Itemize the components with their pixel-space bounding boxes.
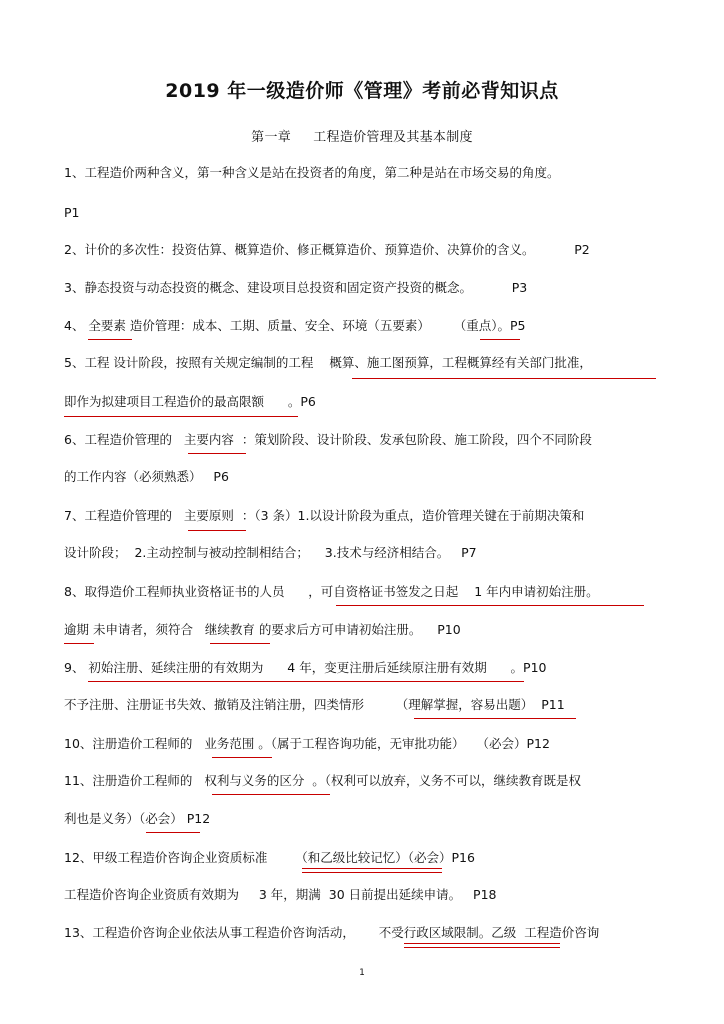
text-line: 11、注册造价工程师的 权利与义务的区分 。（权利可以放弃，义务不可以，继续教育既是权	[64, 773, 582, 788]
text-line: 10、注册造价工程师的 业务范围 。（属于工程咨询功能，无审批功能） （必会）P12	[64, 736, 550, 751]
red-underline	[480, 339, 520, 340]
text-line: 7、工程造价管理的 主要原则 ：（3 条）1.以设计阶段为重点，造价管理关键在于前期决策和	[64, 508, 585, 523]
red-underline	[414, 718, 576, 719]
text-line: 8、取得造价工程师执业资格证书的人员 ，可自资格证书签发之日起 1 年内申请初始注册。	[64, 584, 599, 599]
text-line: 的工作内容（必须熟悉） P6	[64, 469, 229, 484]
page-number: 1	[359, 968, 365, 978]
text-line: 不予注册、注册证书失效、撤销及注销注册，四类情形 （理解掌握，容易出题） P11	[64, 697, 565, 712]
red-double-underline	[302, 868, 442, 873]
text-line: 1、工程造价两种含义，第一种含义是站在投资者的角度，第二种是站在市场交易的角度。	[64, 165, 560, 180]
document-title: 2019 年一级造价师《管理》考前必背知识点	[165, 80, 559, 102]
text-line: 6、工程造价管理的 主要内容 ：策划阶段、设计阶段、发承包阶段、施工阶段，四个不同阶段	[64, 432, 592, 447]
text-line: 利也是义务）（必会） P12	[64, 811, 211, 826]
red-underline	[88, 339, 132, 340]
red-underline	[212, 757, 272, 758]
red-underline	[88, 681, 524, 682]
text-line: 13、工程造价咨询企业依法从事工程造价咨询活动， 不受行政区域限制。乙级 工程造价咨询	[64, 925, 600, 940]
text-line: 4、 全要素 造价管理：成本、工期、质量、安全、环境（五要素） （重点）。P5	[64, 318, 526, 333]
chapter-heading: 第一章 工程造价管理及其基本制度	[251, 130, 473, 145]
text-line: 3、静态投资与动态投资的概念、建设项目总投资和固定资产投资的概念。 P3	[64, 280, 528, 295]
red-underline	[188, 530, 246, 531]
red-double-underline	[404, 943, 560, 948]
red-underline	[64, 643, 94, 644]
red-underline	[352, 378, 656, 379]
red-underline	[210, 643, 270, 644]
text-line: 2、计价的多次性：投资估算、概算造价、修正概算造价、预算造价、决算价的含义。 P2	[64, 242, 590, 257]
text-line: 工程造价咨询企业资质有效期为 3 年，期满 30 日前提出延续申请。 P18	[64, 887, 497, 902]
text-line: 逾期 未申请者，须符合 继续教育 的要求后方可申请初始注册。 P10	[64, 622, 461, 637]
red-underline	[64, 416, 298, 417]
text-line: 5、工程 设计阶段，按照有关规定编制的工程 概算、施工图预算，工程概算经有关部门批准，	[64, 355, 592, 370]
text-line: 即作为拟建项目工程造价的最高限额 。P6	[64, 394, 316, 409]
text-line: P1	[64, 205, 80, 220]
text-line: 设计阶段； 2.主动控制与被动控制相结合； 3.技术与经济相结合。 P7	[64, 545, 477, 560]
red-underline	[336, 605, 644, 606]
red-underline	[212, 794, 330, 795]
red-underline	[146, 832, 200, 833]
text-line: 9、 初始注册、延续注册的有效期为 4 年，变更注册后延续原注册有效期 。P10	[64, 660, 547, 675]
red-underline	[188, 453, 246, 454]
text-line: 12、甲级工程造价咨询企业资质标准 （和乙级比较记忆）（必会）P16	[64, 850, 475, 865]
